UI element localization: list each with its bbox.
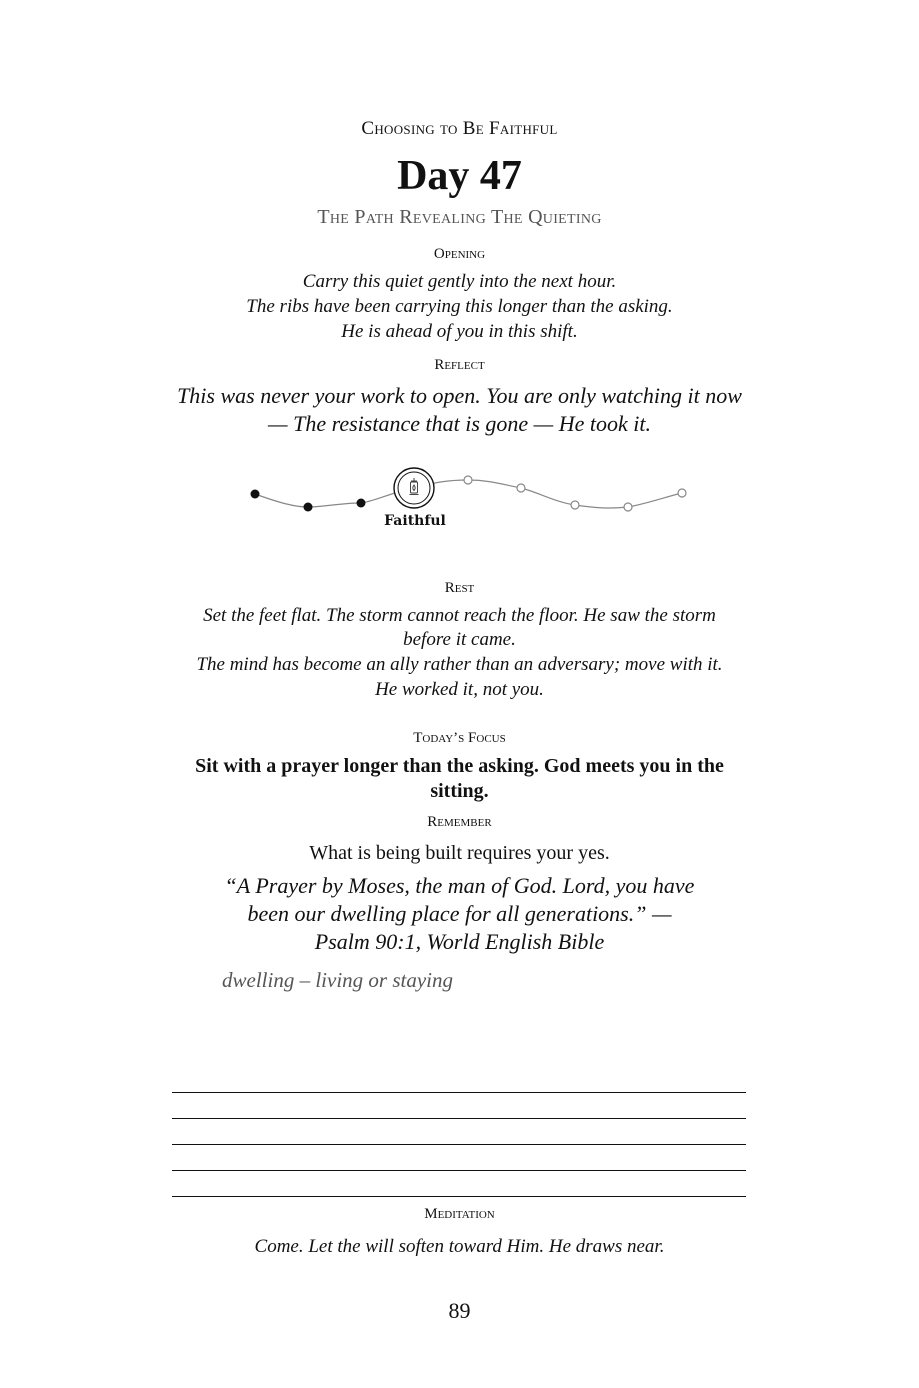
remember-statement: What is being built requires your yes.	[309, 842, 610, 864]
progress-step-completed	[357, 499, 366, 508]
rest-line: before it came.	[403, 629, 516, 650]
word-gloss: dwelling – living or staying	[222, 968, 453, 992]
meditation-text: Come. Let the will soften toward Him. He draws near.	[254, 1236, 665, 1257]
focus-line: sitting.	[430, 780, 489, 802]
day-subtitle: The Path Revealing The Quieting	[317, 206, 602, 228]
rest-line: The mind has become an ally rather than an adversary; move with it.	[196, 654, 723, 675]
writing-line	[172, 1144, 746, 1145]
writing-line	[172, 1118, 746, 1119]
rest-line: Set the feet flat. The storm cannot reach the floor. He saw the storm	[203, 605, 716, 626]
series-title: Choosing to Be Faithful	[361, 118, 558, 139]
writing-line	[172, 1170, 746, 1171]
day-title: Day 47	[397, 153, 522, 199]
progress-step-completed	[251, 490, 260, 499]
scripture-quote-line: “A Prayer by Moses, the man of God. Lord, you have	[224, 873, 695, 898]
focus-line: Sit with a prayer longer than the asking. God meets you in the	[195, 755, 724, 777]
page-number: 89	[448, 1298, 471, 1323]
current-step-label: Faithful	[384, 513, 446, 529]
reflect-label: Reflect	[434, 357, 485, 373]
remember-label: Remember	[427, 814, 492, 830]
reflect-line: — The resistance that is gone — He took it.	[268, 411, 651, 436]
progress-step-upcoming	[678, 489, 686, 497]
progress-path	[0, 455, 919, 535]
progress-step-upcoming	[624, 503, 632, 511]
reflect-line: This was never your work to open. You are only watching it now	[177, 383, 742, 408]
writing-line	[172, 1196, 746, 1197]
rest-line: He worked it, not you.	[375, 679, 544, 700]
scripture-citation: Psalm 90:1, World English Bible	[314, 929, 605, 954]
writing-line	[172, 1092, 746, 1093]
opening-label: Opening	[433, 246, 486, 262]
progress-step-upcoming	[464, 476, 472, 484]
rest-label: Rest	[444, 580, 475, 596]
opening-line: Carry this quiet gently into the next hour.	[302, 271, 617, 292]
meditation-label: Meditation	[424, 1206, 495, 1222]
current-step-marker	[394, 468, 434, 508]
progress-step-upcoming	[571, 501, 579, 509]
focus-label: Today’s Focus	[413, 730, 506, 746]
opening-line: The ribs have been carrying this longer than the asking.	[246, 296, 673, 317]
opening-line: He is ahead of you in this shift.	[341, 321, 578, 342]
scripture-quote-line: been our dwelling place for all generations.” —	[247, 901, 672, 926]
progress-step-upcoming	[517, 484, 525, 492]
progress-step-completed	[304, 503, 313, 512]
